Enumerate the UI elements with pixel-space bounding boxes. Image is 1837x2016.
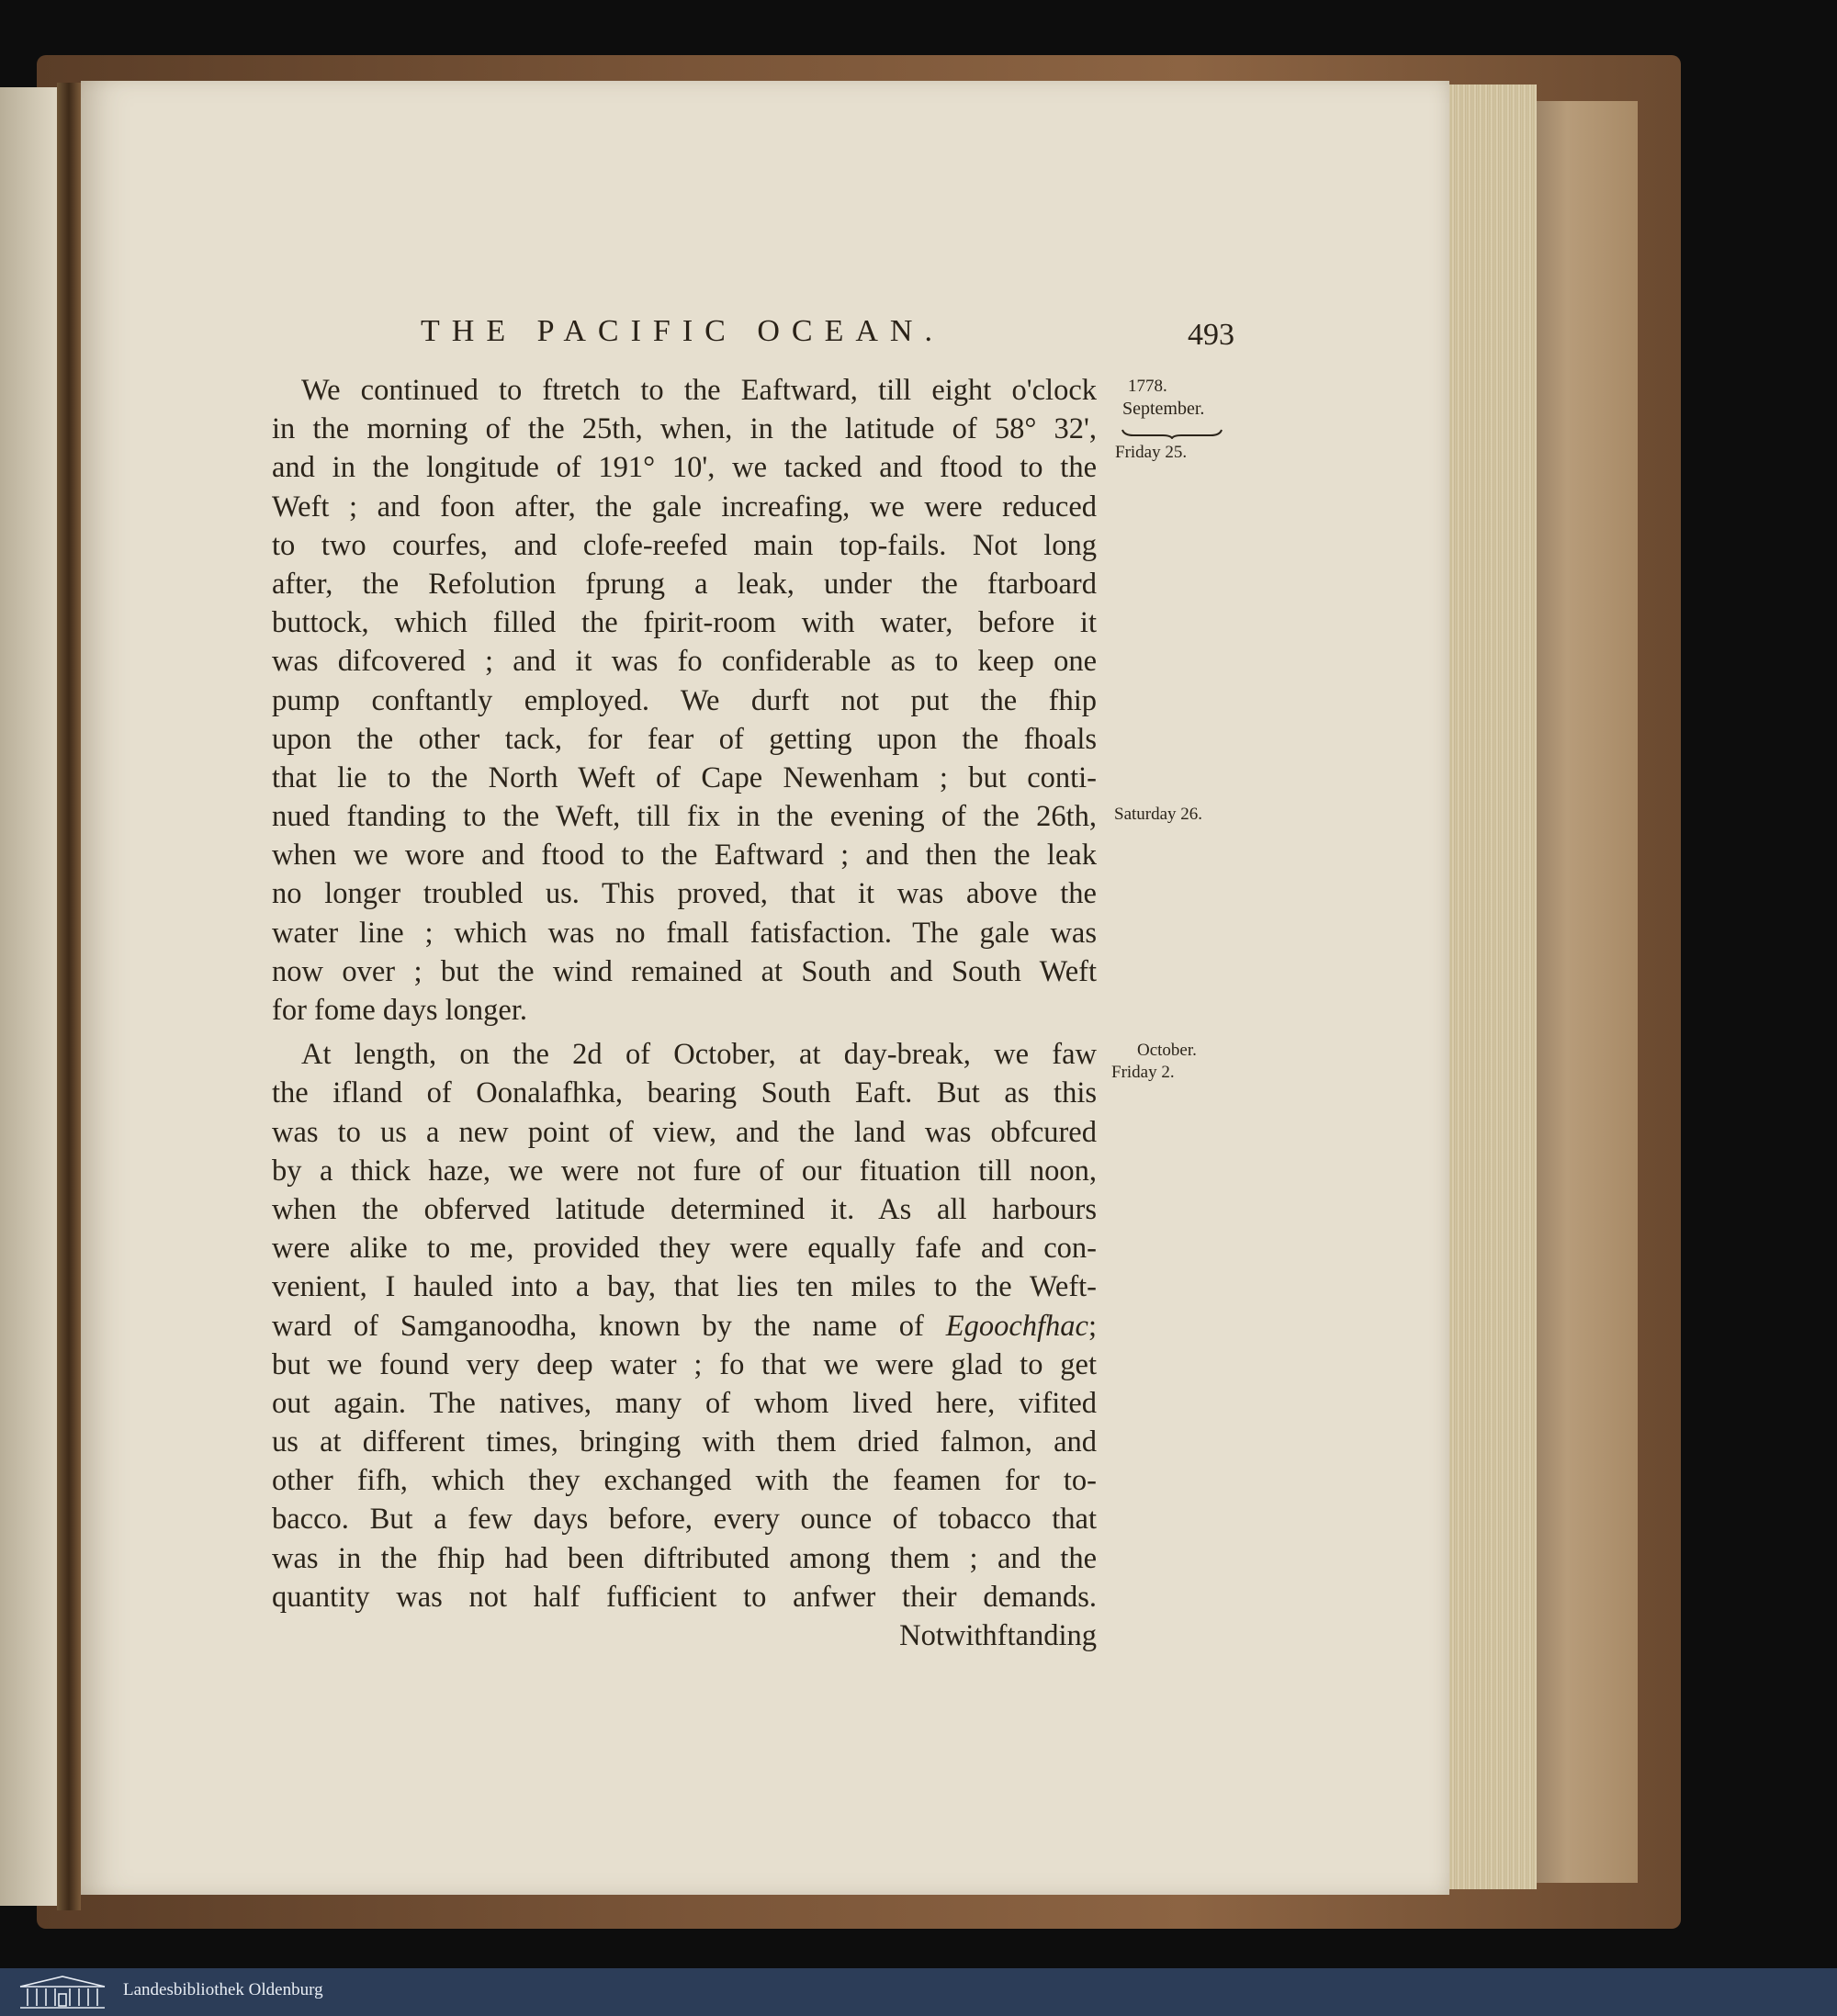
text-line: At length, on the 2d of October, at day-break, we faw — [301, 1038, 1097, 1072]
text-line: and in the longitude of 191° 10', we tacked and ftood to the — [272, 451, 1097, 485]
text-line: the ifland of Oonalafhka, bearing South Eaft. But as this — [272, 1076, 1097, 1110]
left-page-edge — [0, 87, 57, 1906]
text-line: upon the other tack, for fear of getting upon the fhoals — [272, 722, 1097, 756]
margin-month: September. — [1122, 399, 1205, 419]
text-line: Weft ; and foon after, the gale increafing, we were reduced — [272, 490, 1097, 524]
text-line: was to us a new point of view, and the land was obfcured — [272, 1115, 1097, 1149]
text-fragment: ; — [1088, 1309, 1097, 1343]
text-line: venient, I hauled into a bay, that lies ten miles to the Weft- — [272, 1270, 1097, 1304]
text-line: for fome days longer. — [272, 994, 527, 1027]
text-line: no longer troubled us. This proved, that it was above the — [272, 877, 1097, 911]
text-line: bacco. But a few days before, every ounce of tobacco that — [272, 1503, 1097, 1537]
text-line: out again. The natives, many of whom lived here, vifited — [272, 1386, 1097, 1420]
back-cover-board — [1537, 101, 1638, 1883]
text-line: was difcovered ; and it was fo confiderable as to keep one — [272, 645, 1097, 679]
brace-icon — [1121, 428, 1223, 439]
text-line: to two courfes, and clofe-reefed main top-fails. Not long — [272, 528, 1097, 562]
text-line: buttock, which filled the fpirit-room with water, before it — [272, 606, 1097, 640]
text-line: that lie to the North Weft of Cape Newenham ; but conti- — [272, 760, 1097, 794]
text-line: when we wore and ftood to the Eaftward ; and then the leak — [272, 839, 1097, 873]
italic-place-name: Egoochfhac — [945, 1309, 1088, 1343]
text-fragment: ward of Samganoodha, known by the name of — [272, 1309, 946, 1343]
margin-date-friday-2: Friday 2. — [1111, 1063, 1175, 1082]
footer-bar — [0, 1968, 1837, 2016]
text-line: us at different times, bringing with them dried falmon, and — [272, 1425, 1097, 1459]
text-line: pump conftantly employed. We durft not put the fhip — [272, 683, 1097, 717]
text-line: water line ; which was no fmall fatisfaction. The gale was — [272, 916, 1097, 950]
text-line: were alike to me, provided they were equally fafe and con- — [272, 1232, 1097, 1266]
text-line: quantity was not half fufficient to anfwer their demands. — [272, 1580, 1097, 1614]
text-line: We continued to ftretch to the Eaftward, till eight o'clock — [301, 374, 1097, 407]
margin-date-saturday-26: Saturday 26. — [1114, 805, 1203, 824]
page-number: 493 — [1188, 318, 1234, 352]
text-line: by a thick haze, we were not fure of our fituation till noon, — [272, 1154, 1097, 1188]
text-line: other fifh, which they exchanged with the feamen for to- — [272, 1464, 1097, 1498]
text-line: now over ; but the wind remained at South and South Weft — [272, 954, 1097, 988]
page-edges — [1449, 84, 1537, 1889]
text-line-with-italic — [272, 1307, 1097, 1346]
text-line: but we found very deep water ; fo that we were glad to get — [272, 1347, 1097, 1381]
text-line: nued ftanding to the Weft, till fix in the evening of the 26th, — [272, 800, 1097, 834]
text-line: was in the fhip had been diftributed among them ; and the — [272, 1541, 1097, 1575]
library-building-icon — [17, 1974, 108, 2010]
margin-date-friday-25: Friday 25. — [1115, 443, 1188, 462]
margin-month-october: October. — [1137, 1041, 1197, 1060]
margin-year: 1778. — [1128, 377, 1167, 396]
text-line: after, the Refolution fprung a leak, under the ftarboard — [272, 567, 1097, 601]
text-line: in the morning of the 25th, when, in the latitude of 58° 32', — [272, 412, 1097, 446]
library-name: Landesbibliothek Oldenburg — [123, 1980, 323, 1999]
body-text — [272, 371, 1097, 1655]
text-line: when the obferved latitude determined it. As all harbours — [272, 1192, 1097, 1226]
book-gutter — [57, 83, 81, 1910]
running-title: THE PACIFIC OCEAN. — [421, 314, 944, 348]
catchword: Notwithftanding — [899, 1619, 1097, 1652]
page-header — [421, 314, 1236, 356]
